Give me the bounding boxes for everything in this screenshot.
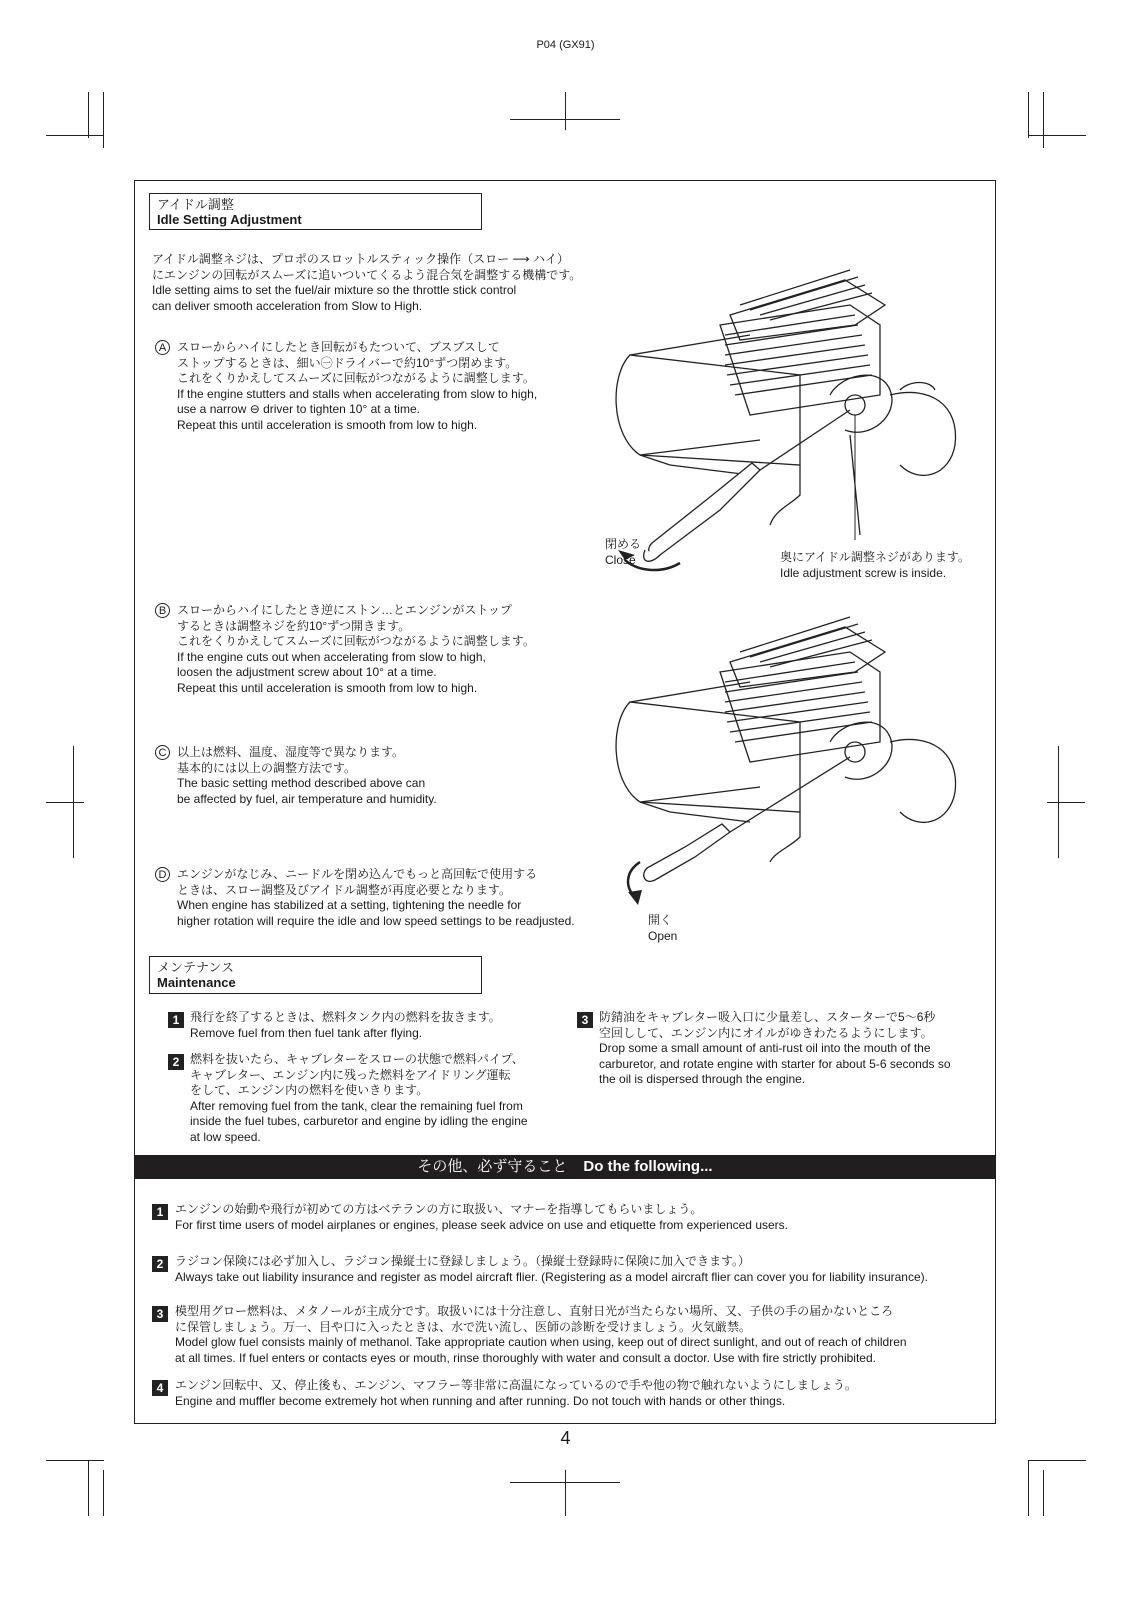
rule-line: エンジンの始動や飛行が初めての方はベテランの方に取扱い、マナーを指導してもらいましょう。 (175, 1202, 703, 1216)
maintenance-line: 燃料を抜いたら、キャブレターをスローの状態で燃料パイプ、 (190, 1052, 524, 1066)
open-label (648, 913, 677, 944)
idle-screw-note (780, 550, 970, 581)
idle-item-a (155, 340, 615, 433)
rule-line: エンジン回転中、又、停止後も、エンジン、マフラー等非常に高温になっているので手や他の物で触れないようにしましょう。 (175, 1378, 857, 1392)
maintenance-num-3: 3 (577, 1012, 593, 1028)
maintenance-line: 防錆油をキャブレター吸入口に少量差し、スターターで5〜6秒 (599, 1010, 936, 1024)
item-b-line: If the engine cuts out when accelerating from slow to high, (177, 649, 486, 664)
item-b-line: Repeat this until acceleration is smooth from low to high. (177, 680, 478, 695)
maintenance-title-en: Maintenance (157, 975, 236, 990)
maintenance-line: Remove fuel from then fuel tank after flying. (190, 1025, 423, 1040)
item-c-line: 基本的には以上の調整方法です。 (177, 760, 357, 775)
item-b-line: スローからハイにしたとき逆にストン…とエンジンがストップ (177, 603, 513, 617)
maintenance-item-2 (190, 1052, 570, 1145)
item-mark-d: D (155, 867, 170, 882)
maintenance-line: Drop some a small amount of anti-rust oil into the mouth of the (599, 1041, 931, 1055)
rule-num-4: 4 (152, 1380, 168, 1396)
idle-item-b (155, 603, 615, 696)
rule-line: at all times. If fuel enters or contacts eyes or mouth, rinse thoroughly with water and consult a doctor. Use with fire strictly prohibited. (175, 1350, 876, 1365)
rule-line: Always take out liability insurance and register as model aircraft flier. (Registering as a model aircraft flier can cover you for liability insurance). (175, 1269, 928, 1284)
item-d-line: ときは、スロー調整及びアイドル調整が再度必要となります。 (177, 882, 511, 897)
maintenance-line: inside the fuel tubes, carburetor and engine by idling the engine (190, 1114, 528, 1128)
item-mark-a: A (155, 340, 170, 355)
open-label-jp: 開く (648, 913, 673, 927)
item-mark-b: B (155, 603, 170, 618)
rule-num-3: 3 (152, 1306, 168, 1322)
maintenance-line: After removing fuel from the tank, clear the remaining fuel from (190, 1098, 523, 1113)
rule-line: Model glow fuel consists mainly of methanol. Take appropriate caution when using, keep out of direct sunlight, and out of reach of children (175, 1335, 907, 1349)
rule-line: ラジコン保険には必ず加入し、ラジコン操縦士に登録しましょう。（操縦士登録時に保険に加入できます。） (175, 1254, 751, 1268)
item-d-line: higher rotation will require the idle and low speed settings to be readjusted. (177, 913, 575, 928)
engine-open-illustration (600, 612, 960, 912)
item-d-line: When engine has stabilized at a setting, tightening the needle for (177, 898, 522, 912)
idle-intro-en-1: Idle setting aims to set the fuel/air mixture so the throttle stick control (152, 283, 517, 297)
maintenance-line: the oil is dispersed through the engine. (599, 1072, 806, 1086)
item-c-line: The basic setting method described above can (177, 776, 426, 790)
do-the-following-banner (134, 1155, 996, 1179)
item-a-line: これをくりかえしてスムーズに回転がつながるように調整します。 (177, 371, 535, 385)
engine-close-illustration (600, 265, 960, 595)
maintenance-line: 空回しして、エンジン内にオイルがゆきわたるようにします。 (599, 1025, 933, 1040)
item-a-line: Repeat this until acceleration is smooth from low to high. (177, 417, 478, 432)
idle-screw-note-en: Idle adjustment screw is inside. (780, 565, 947, 580)
maintenance-item-1 (190, 1010, 560, 1041)
open-label-en: Open (648, 928, 678, 943)
maintenance-item-3 (599, 1010, 989, 1088)
rule-line: For first time users of model airplanes or engines, please seek advice on use and etiquette from experienced users. (175, 1217, 788, 1232)
item-d-line: エンジンがなじみ、ニードルを閉め込んでもっと高回転で使用する (177, 867, 538, 881)
maintenance-line: at low speed. (190, 1129, 261, 1144)
idle-section-header (149, 193, 482, 230)
item-c-line: be affected by fuel, air temperature and humidity. (177, 791, 437, 806)
rule-num-1: 1 (152, 1204, 168, 1220)
rule-line: 模型用グロー燃料は、メタノールが主成分です。取扱いには十分注意し、直射日光が当たらない場所、又、子供の手の届かないところ (175, 1304, 894, 1318)
idle-title-jp: アイドル調整 (157, 197, 234, 212)
rule-3 (175, 1304, 985, 1366)
idle-item-c (155, 745, 615, 807)
maintenance-num-2: 2 (168, 1054, 184, 1070)
rule-4 (175, 1378, 985, 1409)
item-mark-c: C (155, 745, 170, 760)
banner-jp: その他、必ず守ること (417, 1158, 568, 1175)
rule-2 (175, 1254, 985, 1285)
close-label-jp: 閉める (605, 537, 642, 551)
item-b-line: するときは調整ネジを約10°ずつ開きます。 (177, 618, 411, 633)
maintenance-line: をして、エンジン内の燃料を使いきります。 (190, 1083, 429, 1097)
rule-num-2: 2 (152, 1256, 168, 1272)
item-c-line: 以上は燃料、温度、湿度等で異なります。 (177, 745, 405, 759)
item-a-line: use a narrow ⊖ driver to tighten 10° at a time. (177, 402, 420, 416)
maintenance-line: carburetor, and rotate engine with starter for about 5-6 seconds so (599, 1056, 951, 1071)
item-b-line: これをくりかえしてスムーズに回転がつながるように調整します。 (177, 634, 535, 648)
close-label-en: Close (605, 552, 636, 567)
idle-title-en: Idle Setting Adjustment (157, 212, 302, 227)
maintenance-line: 飛行を終了するときは、燃料タンク内の燃料を抜きます。 (190, 1010, 501, 1024)
idle-item-d (155, 867, 625, 929)
item-a-line: If the engine stutters and stalls when accelerating from slow to high, (177, 386, 538, 401)
item-a-line: スローからハイにしたとき回転がもたついて、ブスブスして (177, 340, 500, 354)
maintenance-num-1: 1 (168, 1012, 184, 1028)
item-a-line: ストップするときは、細い㊀ドライバーで約10°ずつ閉めます。 (177, 355, 518, 370)
maintenance-line: キャブレター、エンジン内に残った燃料をアイドリング運転 (190, 1067, 511, 1082)
rule-1 (175, 1202, 985, 1233)
idle-intro-jp-2: にエンジンの回転がスムーズに追いついてくるよう混合気を調整する機構です。 (152, 267, 582, 282)
rule-line: Engine and muffler become extremely hot when running and after running. Do not touch with hands or other things. (175, 1393, 786, 1408)
page-number: 4 (560, 1428, 571, 1448)
idle-intro-en-2: can deliver smooth acceleration from Slow to High. (152, 298, 423, 313)
idle-screw-note-jp: 奥にアイドル調整ネジがあります。 (780, 550, 970, 564)
close-label (605, 537, 641, 568)
idle-intro (152, 252, 622, 314)
maintenance-section-header (149, 956, 482, 994)
banner-en: Do the following... (583, 1158, 713, 1175)
page-code: P04 (GX91) (536, 39, 595, 51)
rule-line: に保管しましょう。万一、目や口に入ったときは、水で洗い流し、医師の診断を受けましょう。火気厳禁。 (175, 1319, 752, 1334)
item-b-line: loosen the adjustment screw about 10° at a time. (177, 665, 437, 679)
maintenance-title-jp: メンテナンス (157, 960, 234, 975)
idle-intro-jp-1: アイドル調整ネジは、プロポのスロットルスティック操作（スロー ⟶ ハイ） (152, 252, 569, 266)
